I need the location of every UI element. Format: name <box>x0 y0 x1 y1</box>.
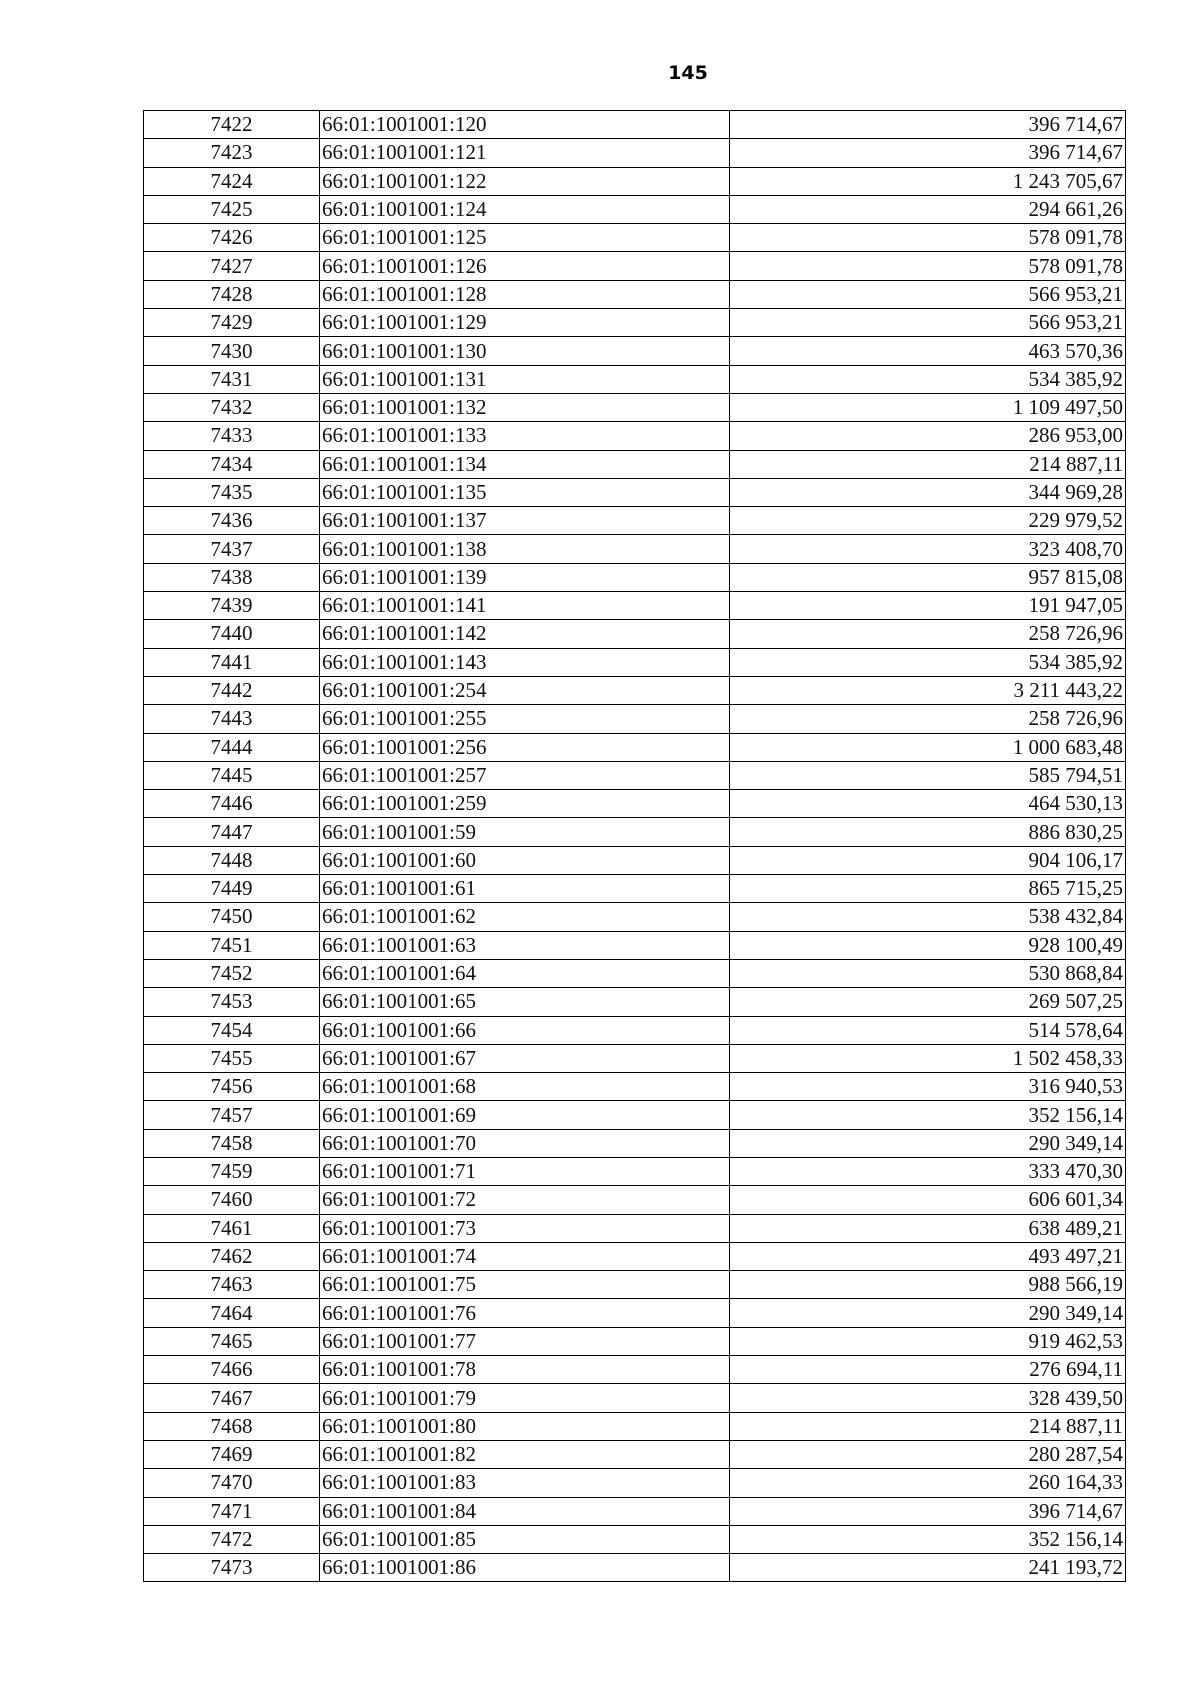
row-number: 7431 <box>144 365 320 393</box>
table-row <box>144 1299 1126 1327</box>
table-row <box>144 818 1126 846</box>
cadastral-number: 66:01:1001001:82 <box>320 1440 730 1468</box>
row-number: 7434 <box>144 450 320 478</box>
table-row <box>144 507 1126 535</box>
cadastral-value: 258 726,96 <box>730 620 1126 648</box>
cadastral-number: 66:01:1001001:61 <box>320 875 730 903</box>
cadastral-number: 66:01:1001001:133 <box>320 422 730 450</box>
row-number: 7436 <box>144 507 320 535</box>
row-number: 7422 <box>144 111 320 139</box>
table-row <box>144 1157 1126 1185</box>
row-number: 7467 <box>144 1384 320 1412</box>
cadastral-number: 66:01:1001001:80 <box>320 1412 730 1440</box>
table-row <box>144 563 1126 591</box>
cadastral-value: 514 578,64 <box>730 1016 1126 1044</box>
row-number: 7459 <box>144 1157 320 1185</box>
cadastral-value: 534 385,92 <box>730 365 1126 393</box>
cadastral-number: 66:01:1001001:69 <box>320 1101 730 1129</box>
cadastral-value: 316 940,53 <box>730 1073 1126 1101</box>
cadastral-value: 530 868,84 <box>730 959 1126 987</box>
cadastral-value: 280 287,54 <box>730 1440 1126 1468</box>
row-number: 7463 <box>144 1271 320 1299</box>
cadastral-number: 66:01:1001001:141 <box>320 592 730 620</box>
table-row <box>144 337 1126 365</box>
cadastral-number: 66:01:1001001:85 <box>320 1525 730 1553</box>
cadastral-value: 191 947,05 <box>730 592 1126 620</box>
cadastral-number: 66:01:1001001:256 <box>320 733 730 761</box>
row-number: 7458 <box>144 1129 320 1157</box>
cadastral-value: 957 815,08 <box>730 563 1126 591</box>
row-number: 7438 <box>144 563 320 591</box>
cadastral-value: 333 470,30 <box>730 1157 1126 1185</box>
row-number: 7425 <box>144 195 320 223</box>
row-number: 7461 <box>144 1214 320 1242</box>
cadastral-number: 66:01:1001001:72 <box>320 1186 730 1214</box>
cadastral-value: 919 462,53 <box>730 1327 1126 1355</box>
row-number: 7465 <box>144 1327 320 1355</box>
cadastral-number: 66:01:1001001:131 <box>320 365 730 393</box>
table-row <box>144 903 1126 931</box>
cadastral-value: 241 193,72 <box>730 1554 1126 1582</box>
cadastral-value: 344 969,28 <box>730 478 1126 506</box>
cadastral-value: 904 106,17 <box>730 846 1126 874</box>
cadastral-number: 66:01:1001001:64 <box>320 959 730 987</box>
cadastral-value: 865 715,25 <box>730 875 1126 903</box>
cadastral-number: 66:01:1001001:254 <box>320 676 730 704</box>
cadastral-number: 66:01:1001001:125 <box>320 224 730 252</box>
cadastral-number: 66:01:1001001:71 <box>320 1157 730 1185</box>
cadastral-value: 276 694,11 <box>730 1356 1126 1384</box>
cadastral-number: 66:01:1001001:255 <box>320 705 730 733</box>
cadastral-value: 566 953,21 <box>730 280 1126 308</box>
table-row <box>144 1356 1126 1384</box>
row-number: 7473 <box>144 1554 320 1582</box>
table-row <box>144 846 1126 874</box>
row-number: 7457 <box>144 1101 320 1129</box>
cadastral-value: 1 243 705,67 <box>730 167 1126 195</box>
page-number: 145 <box>668 62 708 84</box>
cadastral-value: 988 566,19 <box>730 1271 1126 1299</box>
cadastral-number: 66:01:1001001:74 <box>320 1242 730 1270</box>
table-row <box>144 1497 1126 1525</box>
cadastral-value: 638 489,21 <box>730 1214 1126 1242</box>
cadastral-number: 66:01:1001001:138 <box>320 535 730 563</box>
table-row <box>144 1271 1126 1299</box>
row-number: 7468 <box>144 1412 320 1440</box>
cadastral-value: 1 109 497,50 <box>730 393 1126 421</box>
table-row <box>144 1129 1126 1157</box>
cadastral-number: 66:01:1001001:128 <box>320 280 730 308</box>
row-number: 7454 <box>144 1016 320 1044</box>
cadastral-number: 66:01:1001001:73 <box>320 1214 730 1242</box>
cadastral-number: 66:01:1001001:129 <box>320 309 730 337</box>
row-number: 7450 <box>144 903 320 931</box>
cadastral-value: 214 887,11 <box>730 1412 1126 1440</box>
cadastral-value: 396 714,67 <box>730 111 1126 139</box>
cadastral-number: 66:01:1001001:83 <box>320 1469 730 1497</box>
cadastral-number: 66:01:1001001:124 <box>320 195 730 223</box>
row-number: 7466 <box>144 1356 320 1384</box>
row-number: 7460 <box>144 1186 320 1214</box>
cadastral-number: 66:01:1001001:257 <box>320 761 730 789</box>
table-row <box>144 705 1126 733</box>
cadastral-value: 396 714,67 <box>730 139 1126 167</box>
cadastral-value-table <box>143 110 1126 1582</box>
cadastral-value: 352 156,14 <box>730 1525 1126 1553</box>
table-row <box>144 1016 1126 1044</box>
cadastral-value: 269 507,25 <box>730 988 1126 1016</box>
row-number: 7433 <box>144 422 320 450</box>
cadastral-value: 606 601,34 <box>730 1186 1126 1214</box>
cadastral-value: 258 726,96 <box>730 705 1126 733</box>
cadastral-number: 66:01:1001001:137 <box>320 507 730 535</box>
row-number: 7464 <box>144 1299 320 1327</box>
cadastral-number: 66:01:1001001:143 <box>320 648 730 676</box>
cadastral-value: 3 211 443,22 <box>730 676 1126 704</box>
table-row <box>144 1044 1126 1072</box>
row-number: 7442 <box>144 676 320 704</box>
cadastral-number: 66:01:1001001:76 <box>320 1299 730 1327</box>
table-row <box>144 790 1126 818</box>
cadastral-number: 66:01:1001001:126 <box>320 252 730 280</box>
table-row <box>144 195 1126 223</box>
cadastral-number: 66:01:1001001:139 <box>320 563 730 591</box>
row-number: 7427 <box>144 252 320 280</box>
cadastral-number: 66:01:1001001:86 <box>320 1554 730 1582</box>
cadastral-value: 493 497,21 <box>730 1242 1126 1270</box>
table-row <box>144 1525 1126 1553</box>
row-number: 7446 <box>144 790 320 818</box>
row-number: 7432 <box>144 393 320 421</box>
cadastral-value: 538 432,84 <box>730 903 1126 931</box>
table-row <box>144 1186 1126 1214</box>
table-row <box>144 422 1126 450</box>
table-row <box>144 1440 1126 1468</box>
row-number: 7453 <box>144 988 320 1016</box>
row-number: 7437 <box>144 535 320 563</box>
row-number: 7447 <box>144 818 320 846</box>
cadastral-number: 66:01:1001001:120 <box>320 111 730 139</box>
cadastral-number: 66:01:1001001:75 <box>320 1271 730 1299</box>
cadastral-number: 66:01:1001001:62 <box>320 903 730 931</box>
row-number: 7444 <box>144 733 320 761</box>
cadastral-value: 214 887,11 <box>730 450 1126 478</box>
cadastral-value: 578 091,78 <box>730 252 1126 280</box>
cadastral-number: 66:01:1001001:135 <box>320 478 730 506</box>
table-row <box>144 988 1126 1016</box>
table-row <box>144 280 1126 308</box>
cadastral-number: 66:01:1001001:121 <box>320 139 730 167</box>
cadastral-number: 66:01:1001001:67 <box>320 1044 730 1072</box>
row-number: 7462 <box>144 1242 320 1270</box>
table-row <box>144 676 1126 704</box>
table-row <box>144 592 1126 620</box>
table-row <box>144 1242 1126 1270</box>
cadastral-value: 928 100,49 <box>730 931 1126 959</box>
row-number: 7471 <box>144 1497 320 1525</box>
row-number: 7430 <box>144 337 320 365</box>
row-number: 7445 <box>144 761 320 789</box>
cadastral-value: 260 164,33 <box>730 1469 1126 1497</box>
table-row <box>144 365 1126 393</box>
cadastral-value: 286 953,00 <box>730 422 1126 450</box>
row-number: 7448 <box>144 846 320 874</box>
cadastral-number: 66:01:1001001:60 <box>320 846 730 874</box>
cadastral-value: 534 385,92 <box>730 648 1126 676</box>
cadastral-value: 463 570,36 <box>730 337 1126 365</box>
cadastral-number: 66:01:1001001:59 <box>320 818 730 846</box>
table-row <box>144 139 1126 167</box>
table-row <box>144 733 1126 761</box>
table-row <box>144 1554 1126 1582</box>
cadastral-value: 323 408,70 <box>730 535 1126 563</box>
row-number: 7443 <box>144 705 320 733</box>
cadastral-value: 328 439,50 <box>730 1384 1126 1412</box>
cadastral-value: 352 156,14 <box>730 1101 1126 1129</box>
table-row <box>144 875 1126 903</box>
table-row <box>144 761 1126 789</box>
cadastral-number: 66:01:1001001:79 <box>320 1384 730 1412</box>
table-row <box>144 1469 1126 1497</box>
row-number: 7424 <box>144 167 320 195</box>
cadastral-number: 66:01:1001001:78 <box>320 1356 730 1384</box>
row-number: 7441 <box>144 648 320 676</box>
cadastral-value: 1 502 458,33 <box>730 1044 1126 1072</box>
table-row <box>144 959 1126 987</box>
cadastral-value: 464 530,13 <box>730 790 1126 818</box>
cadastral-number: 66:01:1001001:68 <box>320 1073 730 1101</box>
cadastral-value: 585 794,51 <box>730 761 1126 789</box>
cadastral-number: 66:01:1001001:142 <box>320 620 730 648</box>
row-number: 7423 <box>144 139 320 167</box>
cadastral-number: 66:01:1001001:84 <box>320 1497 730 1525</box>
table-row <box>144 1327 1126 1355</box>
row-number: 7428 <box>144 280 320 308</box>
table-row <box>144 620 1126 648</box>
table-row <box>144 1073 1126 1101</box>
table-row <box>144 1214 1126 1242</box>
row-number: 7429 <box>144 309 320 337</box>
cadastral-value: 229 979,52 <box>730 507 1126 535</box>
cadastral-number: 66:01:1001001:134 <box>320 450 730 478</box>
cadastral-value: 1 000 683,48 <box>730 733 1126 761</box>
row-number: 7435 <box>144 478 320 506</box>
cadastral-number: 66:01:1001001:70 <box>320 1129 730 1157</box>
row-number: 7426 <box>144 224 320 252</box>
cadastral-number: 66:01:1001001:130 <box>320 337 730 365</box>
table-row <box>144 648 1126 676</box>
cadastral-number: 66:01:1001001:66 <box>320 1016 730 1044</box>
row-number: 7472 <box>144 1525 320 1553</box>
table-row <box>144 393 1126 421</box>
table-row <box>144 167 1126 195</box>
cadastral-number: 66:01:1001001:259 <box>320 790 730 818</box>
cadastral-number: 66:01:1001001:63 <box>320 931 730 959</box>
row-number: 7439 <box>144 592 320 620</box>
row-number: 7455 <box>144 1044 320 1072</box>
table-row <box>144 309 1126 337</box>
table-row <box>144 1101 1126 1129</box>
table-row <box>144 1384 1126 1412</box>
row-number: 7469 <box>144 1440 320 1468</box>
row-number: 7452 <box>144 959 320 987</box>
table-row <box>144 1412 1126 1440</box>
cadastral-value: 290 349,14 <box>730 1129 1126 1157</box>
table-row <box>144 478 1126 506</box>
row-number: 7451 <box>144 931 320 959</box>
cadastral-number: 66:01:1001001:132 <box>320 393 730 421</box>
table-row <box>144 252 1126 280</box>
cadastral-number: 66:01:1001001:65 <box>320 988 730 1016</box>
cadastral-number: 66:01:1001001:122 <box>320 167 730 195</box>
row-number: 7456 <box>144 1073 320 1101</box>
table-row <box>144 450 1126 478</box>
cadastral-value: 290 349,14 <box>730 1299 1126 1327</box>
cadastral-value: 886 830,25 <box>730 818 1126 846</box>
row-number: 7470 <box>144 1469 320 1497</box>
cadastral-value: 294 661,26 <box>730 195 1126 223</box>
table-row <box>144 535 1126 563</box>
table-body <box>144 111 1126 1582</box>
cadastral-value: 578 091,78 <box>730 224 1126 252</box>
cadastral-value: 566 953,21 <box>730 309 1126 337</box>
table-row <box>144 931 1126 959</box>
row-number: 7440 <box>144 620 320 648</box>
table-row <box>144 224 1126 252</box>
cadastral-number: 66:01:1001001:77 <box>320 1327 730 1355</box>
table-row <box>144 111 1126 139</box>
cadastral-value: 396 714,67 <box>730 1497 1126 1525</box>
row-number: 7449 <box>144 875 320 903</box>
